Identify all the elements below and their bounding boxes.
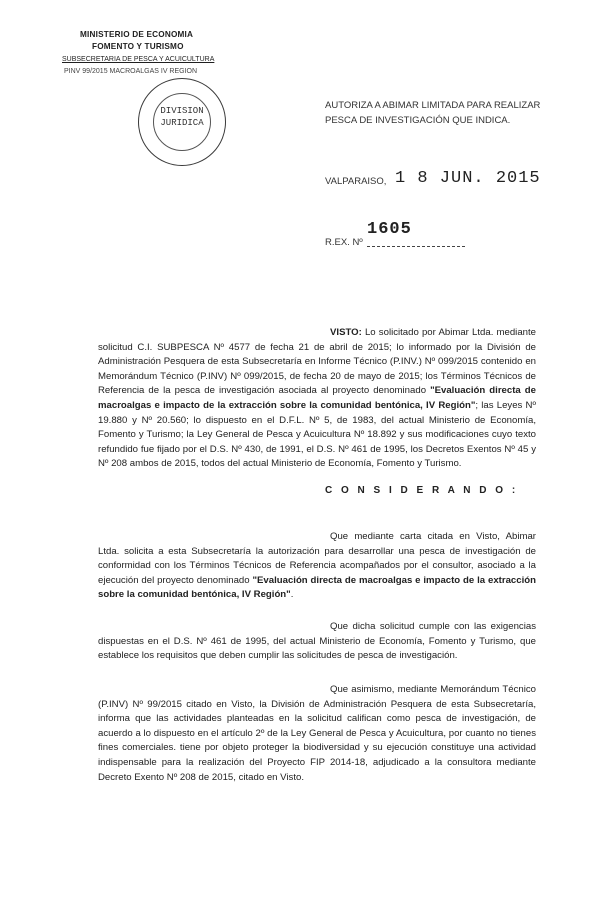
division-juridica-stamp xyxy=(138,78,226,166)
reference-code: PINV 99/2015 MACROALGAS IV REGION xyxy=(64,68,198,75)
ministry-name: MINISTERIO DE ECONOMIA xyxy=(80,30,194,39)
considerando-1-text: Que mediante carta citada en Visto, Abimar Ltda. solicita a esta Subsecretaría la autorización para desarrollar una pesca de investigación de conformidad con los Términos Técnicos de Referencia acompañados por el consultor, asociado a la ejecución del proyecto denominado xyxy=(98,531,536,586)
considerando-1-project: "Evaluación directa de macroalgas e impacto de la extracción sobre la comunidad bentónica, IV Región" xyxy=(98,574,536,601)
stamp-text xyxy=(139,105,225,129)
rex-underline xyxy=(367,246,465,247)
place: VALPARAISO, xyxy=(325,176,387,187)
visto-text-b: ; las Leyes Nº 19.880 y Nº 20.560; lo dispuesto en el D.F.L. Nº 5, de 1983, del actual Ministerio de Economía, Fomento y Turismo; la Ley General de Pesca y Acuicultura Nº 18.892 y sus modificaciones cuyo texto refundido fue fijado por el D.S. Nº 430, de 1991, el D.S. Nº 461 de 1995, los Decretos Exentos Nº 45 y Nº 208 ambos de 2015, todos del actual Ministerio de Economía, Fomento y Turismo. xyxy=(98,399,536,470)
subsecretaria-name: SUBSECRETARIA DE PESCA Y ACUICULTURA xyxy=(62,56,215,63)
considerando-3-text: Que asimismo, mediante Memorándum Técnico (P.INV) Nº 99/2015 citado en Visto, la División de Administración Pesquera de esta Subsecretaría, informa que las actividades planteadas en la solicitud califican como pesca de investigación, de acuerdo a lo dispuesto en el artículo 2º de la Ley General de Pesca y Acuicultura, por cuanto no tienes fines comerciales. tiene por objeto proteger la biodiversidad y su ejecución constituye una actividad indispensable para la realización del Proyecto FIP 2014-18, adjudicado a la consultora mediante Decreto Exento Nº 208 de 2015, citado en Visto. xyxy=(98,684,536,783)
considerando-paragraph-2 xyxy=(98,620,536,664)
rex-label: R.EX. Nº xyxy=(325,237,363,248)
considerando-paragraph-1 xyxy=(98,530,536,603)
rex-number: 1605 xyxy=(367,220,412,239)
visto-project-name: "Evaluación directa de macroalgas e impacto de la extracción sobre la comunidad bentónica, IV Región" xyxy=(98,385,536,411)
considerando-paragraph-3 xyxy=(98,683,536,785)
stamp-line-1: DIVISION xyxy=(160,106,204,116)
stamp-line-2: JURIDICA xyxy=(160,118,204,128)
issue-date: 1 8 JUN. 2015 xyxy=(395,169,541,188)
visto-paragraph xyxy=(98,326,536,472)
document-subject: AUTORIZA A ABIMAR LIMITADA PARA REALIZAR PESCA DE INVESTIGACIÓN QUE INDICA. xyxy=(325,100,541,126)
ministry-name-line2: FOMENTO Y TURISMO xyxy=(92,42,184,51)
visto-text-a: Lo solicitado por Abimar Ltda. mediante solicitud C.I. SUBPESCA Nº 4577 de fecha 21 de abril de 2015; lo informado por la División de Administración Pesquera de esta Subsecretaría en Informe Técnico (P.INV.) Nº 099/2015 contenido en Memorándum Técnico (P.INV) Nº 099/2015, de fecha 20 de mayo de 2015; los Términos Técnicos de Referencia de la pesca de investigación asociada al proyecto denominado xyxy=(98,327,536,397)
considerando-heading: C O N S I D E R A N D O : xyxy=(325,485,519,496)
visto-label: VISTO: xyxy=(330,327,362,338)
considerando-1-end: . xyxy=(290,589,294,601)
considerando-2-text: Que dicha solicitud cumple con las exigencias dispuestas en el D.S. Nº 461 de 1995, del actual Ministerio de Economía, Fomento y Turismo, que establece los requisitos que deben cumplir las solicitudes de pesca de investigación. xyxy=(98,621,536,662)
